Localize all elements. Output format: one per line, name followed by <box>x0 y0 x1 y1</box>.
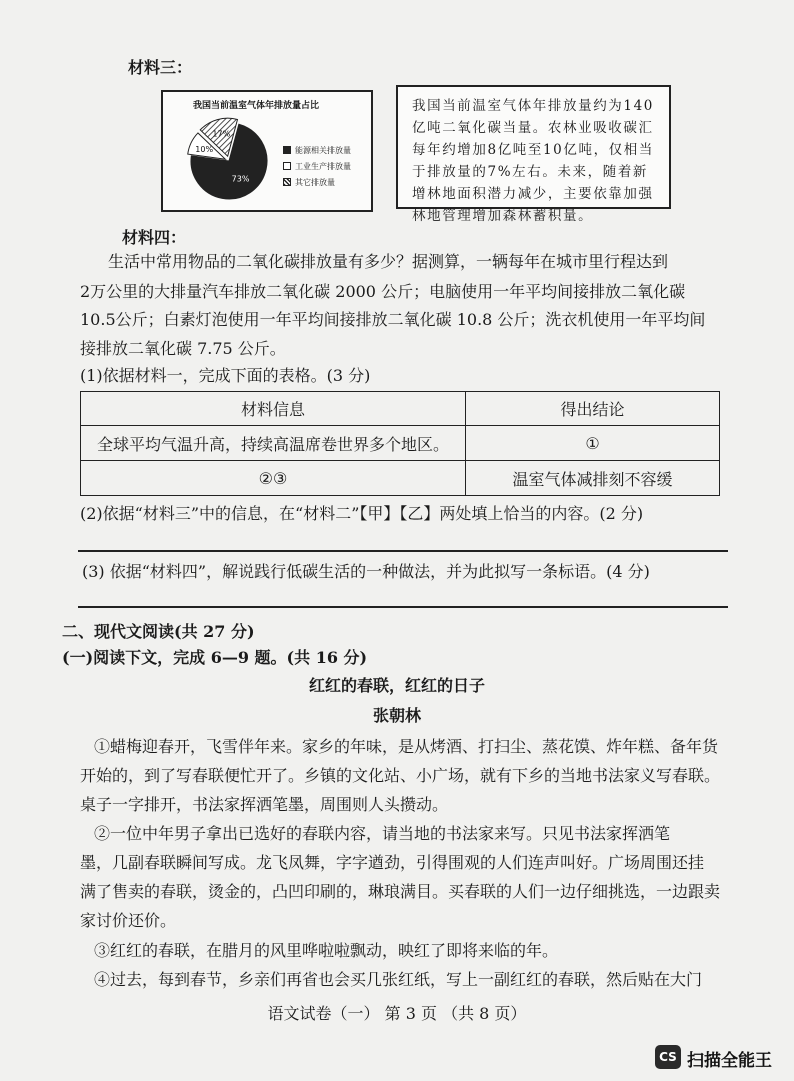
info-table <box>80 391 720 496</box>
legend-swatch-energy <box>283 146 291 154</box>
table-row <box>81 461 720 496</box>
material-4-line: 2万公里的大排量汽车排放二氧化碳 2000 公斤；电脑使用一年平均间接排放二氧化碳 <box>80 282 686 301</box>
camscanner-logo-icon: CS <box>655 1045 681 1069</box>
table-row <box>81 426 720 461</box>
article-line: 开始的，到了写春联便忙开了。乡镇的文化站、小广场，就有下乡的当地书法家义写春联。 <box>80 766 721 785</box>
answer-line <box>78 550 728 552</box>
article-author: 张朝林 <box>372 706 421 725</box>
pie-chart <box>177 116 277 206</box>
table-header-row <box>81 392 720 426</box>
article-title: 红红的春联，红红的日子 <box>308 676 485 695</box>
material-4-line: 10.5公斤；白素灯泡使用一年平均间接排放二氧化碳 10.8 公斤；洗衣机使用一年平均间 <box>80 310 706 329</box>
material-3-textbox: 我国当前温室气体年排放量约为140亿吨二氧化碳当量。农林业吸收碳汇每年约增加8亿吨至10亿吨，仅相当于排放量的7%左右。未来，随着新增林地面积潜力减少，主要依靠加强林地管理增加森林蓄积量。 <box>396 85 671 209</box>
question-2-prompt: (2)依据“材料三”中的信息，在“材料二”【甲】【乙】两处填上恰当的内容。(2 分) <box>80 504 644 523</box>
pie-value-label: 17% <box>212 129 231 139</box>
article-line: 家讨价还价。 <box>80 911 177 930</box>
article-line: ③红红的春联，在腊月的风里哗啦啦飘动，映红了即将来临的年。 <box>94 941 559 960</box>
legend-swatch-industry <box>283 162 291 170</box>
legend-swatch-other <box>283 178 291 186</box>
legend-item-other <box>295 178 335 188</box>
article-line: ②一位中年男子拿出已选好的春联内容，请当地的书法家来写。只见书法家挥洒笔 <box>94 824 671 843</box>
pie-chart-box <box>161 90 373 212</box>
table-cell: 全球平均气温升高，持续高温席卷世界多个地区。 <box>81 426 466 461</box>
table-cell: ① <box>466 426 720 461</box>
table-cell: 温室气体减排刻不容缓 <box>466 461 720 496</box>
article-line: ①蜡梅迎春开，飞雪伴年来。家乡的年味，是从烤酒、打扫尘、蒸花馍、炸年糕、备年货 <box>94 737 719 756</box>
material-4-line: 生活中常用物品的二氧化碳排放量有多少？据测算，一辆每年在城市里行程达到 <box>108 252 669 271</box>
answer-line <box>78 606 728 608</box>
chart-title: 我国当前温室气体年排放量占比 <box>193 101 320 111</box>
table-header: 材料信息 <box>81 392 466 426</box>
pie-value-label: 10% <box>195 145 214 155</box>
material-4-label: 材料四： <box>122 228 187 247</box>
pie-value-label: 73% <box>231 174 250 184</box>
legend-label: 其它排放量 <box>295 178 335 187</box>
section-heading: 二、现代文阅读(共 27 分) <box>62 622 255 641</box>
legend-item-industry <box>295 162 351 172</box>
material-3-label: 材料三： <box>128 58 193 77</box>
article-line: 墨，几副春联瞬间写成。龙飞凤舞，字字遒劲，引得围观的人们连声叫好。广场周围还挂 <box>80 853 705 872</box>
article-line: 桌子一字排开，书法家挥洒笔墨，周围则人头攒动。 <box>80 795 449 814</box>
legend-item-energy <box>295 146 351 156</box>
material-4-line: 接排放二氧化碳 7.75 公斤。 <box>80 339 286 358</box>
legend-label: 工业生产排放量 <box>295 162 351 171</box>
question-3-prompt: (3) 依据“材料四”，解说践行低碳生活的一种做法，并为此拟写一条标语。(4 分) <box>82 562 650 581</box>
article-line: 满了售卖的春联，烫金的，凸凹印刷的，琳琅满目。买春联的人们一边仔细挑选，一边跟卖 <box>80 882 721 901</box>
legend-label: 能源相关排放量 <box>295 146 351 155</box>
part-heading: (一)阅读下文，完成 6—9 题。(共 16 分) <box>62 648 368 667</box>
question-1-prompt: (1)依据材料一，完成下面的表格。(3 分) <box>80 366 371 385</box>
table-cell: ②③ <box>81 461 466 496</box>
watermark-text: 扫描全能王 <box>687 1051 772 1071</box>
page-footer: 语文试卷（一） 第 3 页 （共 8 页） <box>267 1004 527 1023</box>
article-line: ④过去，每到春节，乡亲们再省也会买几张红纸，写上一副红红的春联，然后贴在大门 <box>94 970 703 989</box>
table-header: 得出结论 <box>466 392 720 426</box>
